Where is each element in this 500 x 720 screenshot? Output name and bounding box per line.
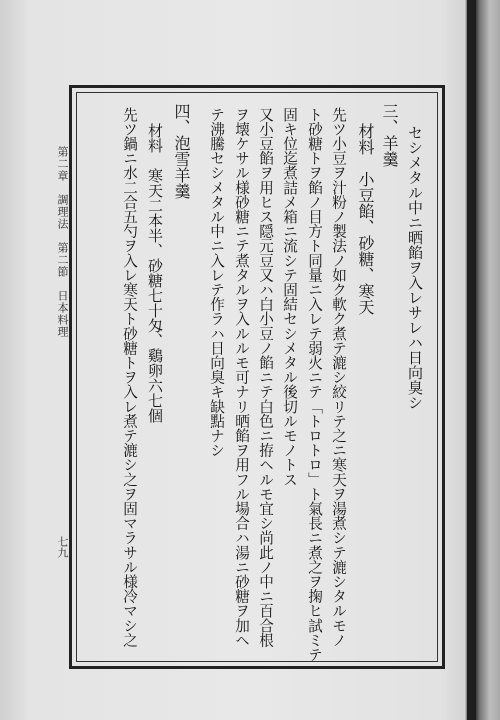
page-number: 七九 <box>56 536 69 558</box>
section-heading-yokan: 三、羊羹 <box>380 103 399 167</box>
text-column-4: 先ツ小豆ヲ汁粉ノ製法ノ如ク軟ク煮テ漉シ絞リテ之ニ寒天ヲ湯煮シテ漉シタルモノ <box>330 107 347 648</box>
text-column-12: 先ツ鍋ニ水二合五勺ヲ入レ寒天ト砂糖トヲ入レ煮テ漉シ之ヲ固マラサル様冷マシ之 <box>121 107 138 648</box>
text-column-8: ヲ壊ケサル様砂糖ニテ煮タルヲ入ルルモ可ナリ晒餡ヲ用フル場合ハ湯ニ砂糖ヲ加ヘ <box>233 107 250 648</box>
ingredients-awayuki: 材料 寒天二本半、砂糖七十匁、鷄卵六七個 <box>146 123 164 423</box>
text-column-1: セシメタル中ニ晒餡ヲ入レサレハ日向臭シ <box>406 125 424 410</box>
running-header: 第二章 調理法 第二節 日本料理 <box>56 146 69 338</box>
text-column-6: 固キ位迄煮詰メ箱ニ流シテ固結セシメタル後切ルモノトス <box>281 107 298 487</box>
text-column-7: 又小豆餡ヲ用ヒス隠元豆又ハ白小豆ノ餡ニテ白色ニ拵ヘルモ宜シ尚此ノ中ニ百合根 <box>257 107 274 648</box>
ingredients-yokan <box>356 123 374 315</box>
ingredients-label: 材料 小豆餡、砂糖、寒天 <box>356 123 375 315</box>
section-heading-awayuki: 四、泡雪羊羹 <box>172 103 191 199</box>
book-spine-shadow <box>467 0 476 720</box>
text-column-9: テ沸騰セシメタル中ニ入レテ作ラハ日向臭キ缺點ナシ <box>208 107 225 458</box>
text-column-5: ト砂糖トヲ餡ノ目方ト同量ニ入レテ弱火ニテ「トロトロ」ト氣長ニ煮之ヲ掬ヒ試ミテ <box>306 107 323 662</box>
